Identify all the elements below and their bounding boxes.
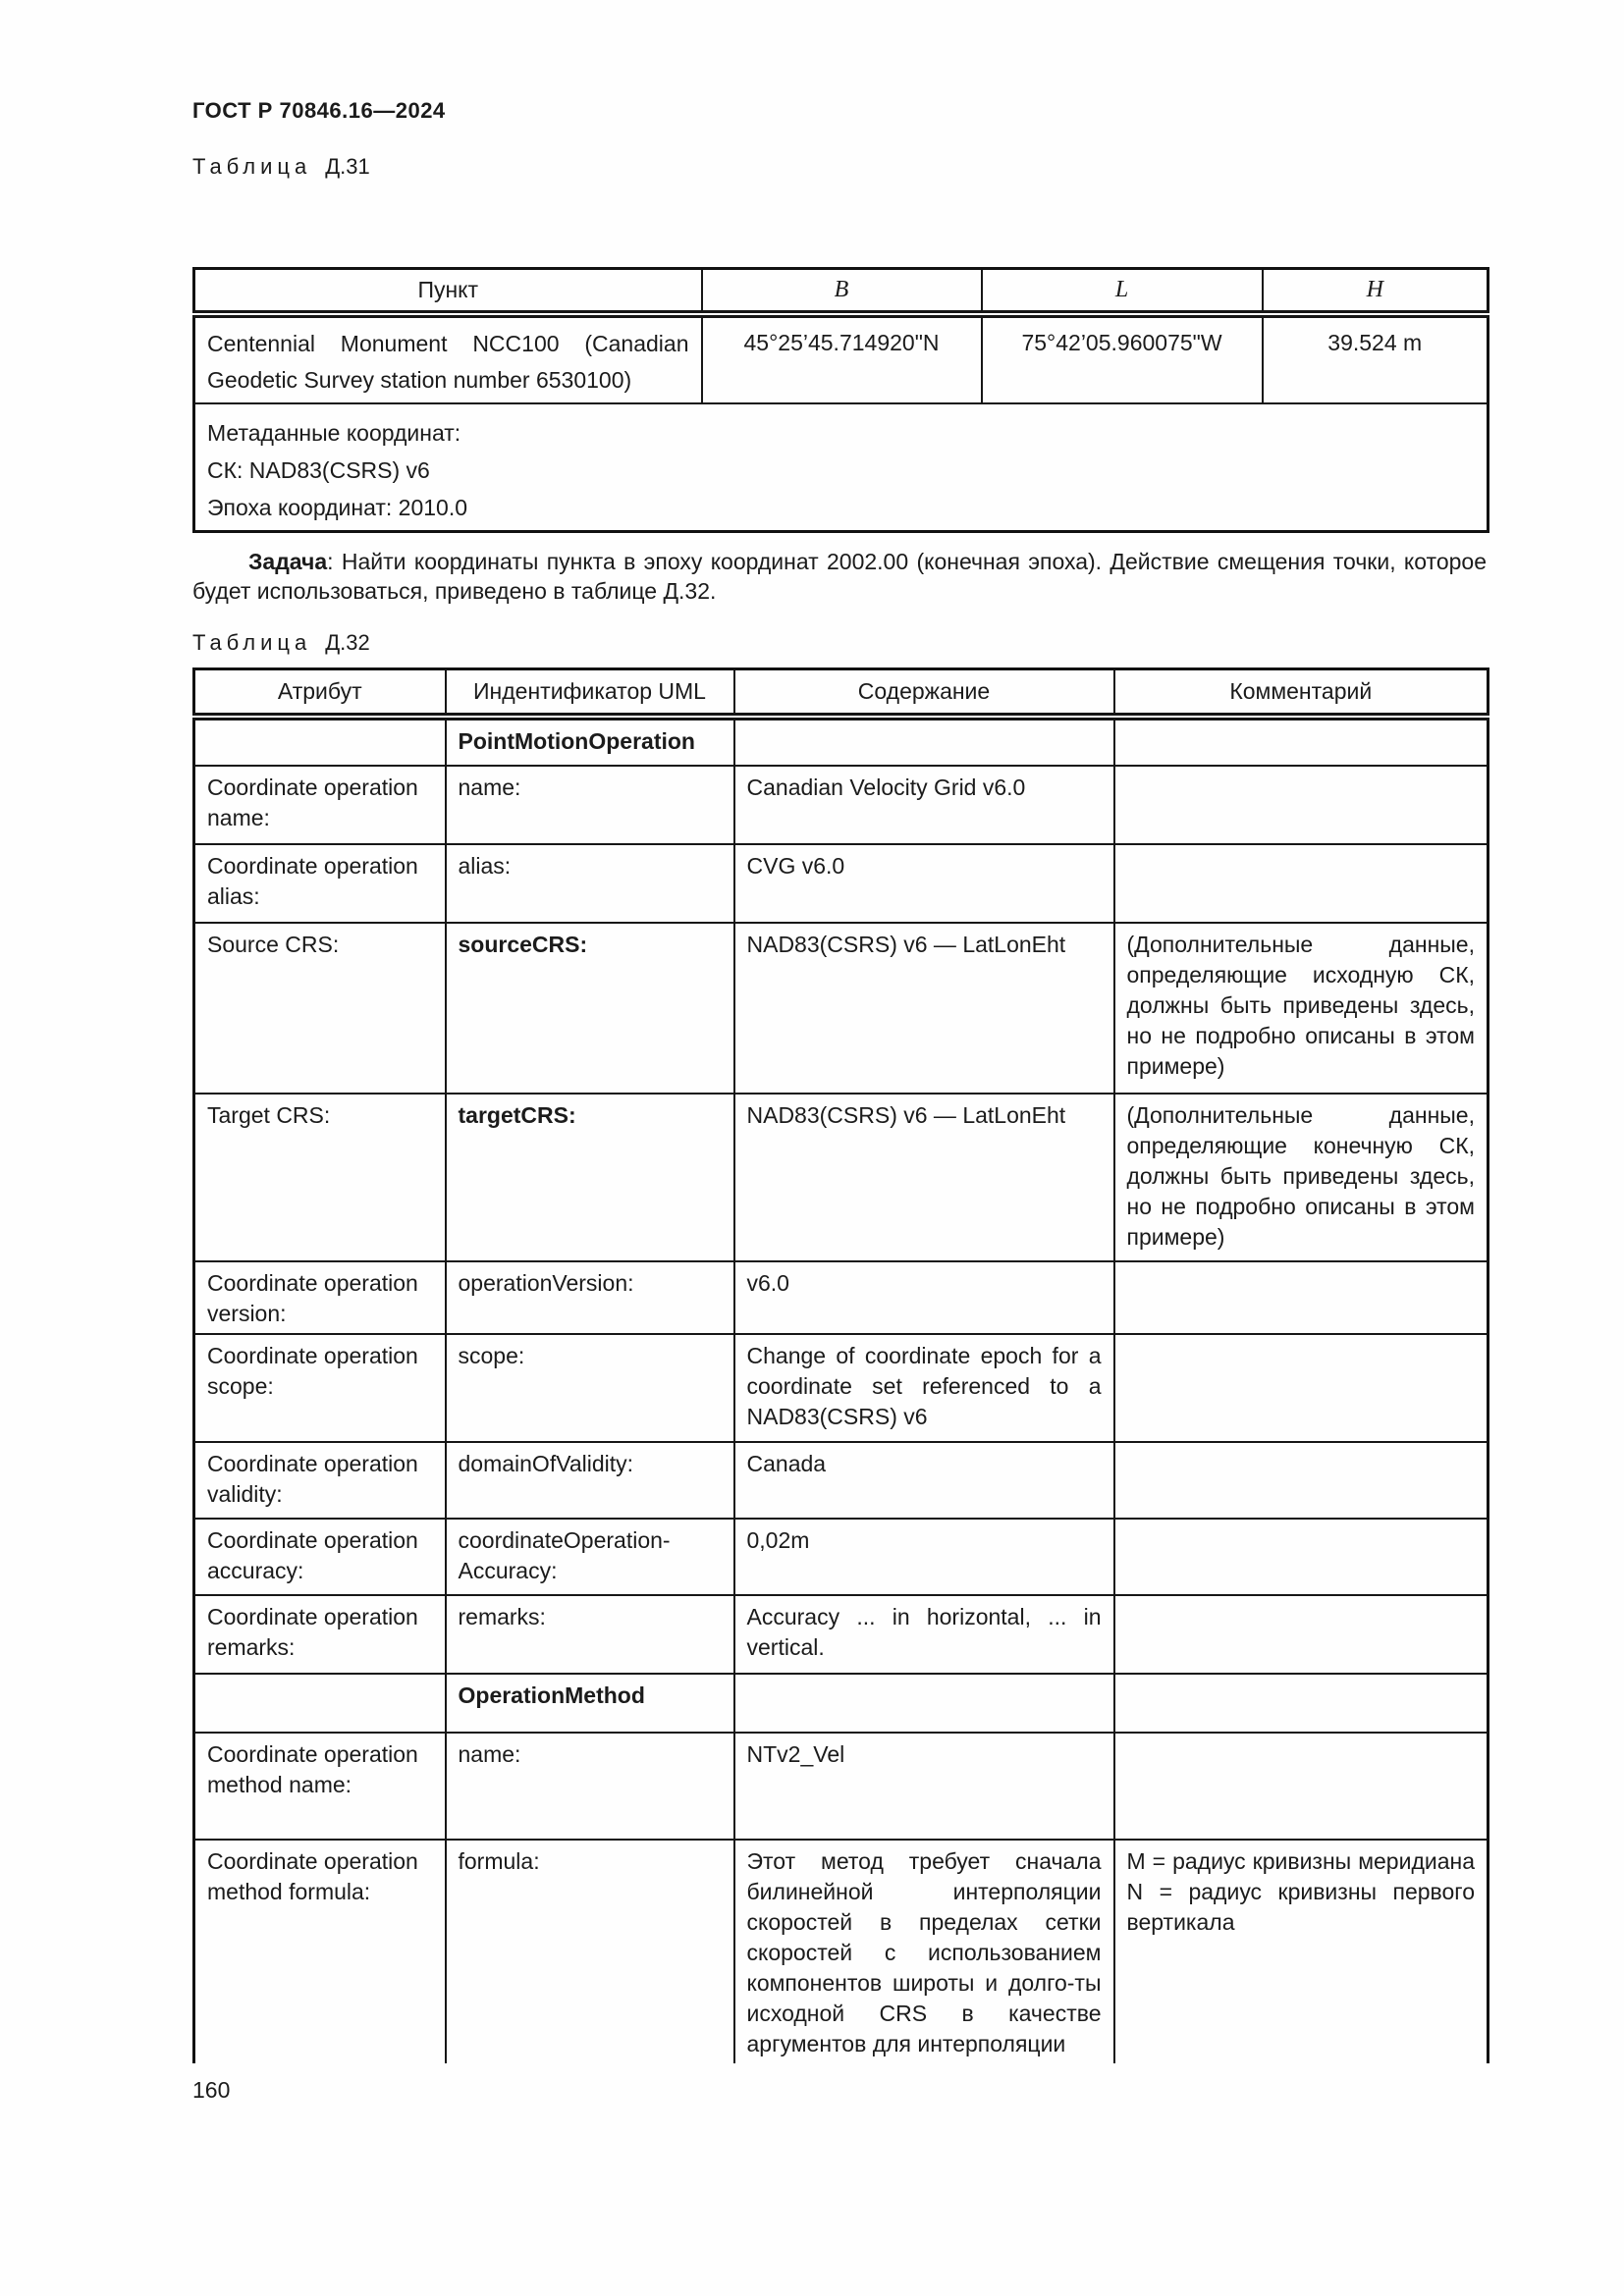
table-row <box>194 1519 1489 1595</box>
column-header-uml-id: Индентификатор UML <box>446 669 734 717</box>
table-cell <box>1114 1261 1489 1334</box>
table-cell <box>734 1674 1114 1733</box>
table-cell: name: <box>446 1733 734 1840</box>
table-cell: Coordinate operation accuracy: <box>194 1519 446 1595</box>
table-cell: Change of coordinate epoch for a coordinate set referenced to a NAD83(CSRS) v6 <box>734 1334 1114 1442</box>
coordinates-table <box>192 267 1489 533</box>
table-cell: 0,02m <box>734 1519 1114 1595</box>
metadata-line: Метаданные координат: <box>207 419 461 446</box>
table-cell <box>194 717 446 766</box>
table32-caption-word: Таблица <box>192 630 312 655</box>
table-cell: Coordinate operation method formula: <box>194 1840 446 2063</box>
table-cell <box>1114 1519 1489 1595</box>
table-row <box>194 1334 1489 1442</box>
table-cell: NTv2_Vel <box>734 1733 1114 1840</box>
column-header-h: H <box>1263 269 1489 314</box>
table-cell: scope: <box>446 1334 734 1442</box>
table-row <box>194 717 1489 766</box>
table-cell: Coordinate operation method name: <box>194 1733 446 1840</box>
column-header-b: B <box>702 269 982 314</box>
table-cell <box>1114 1334 1489 1442</box>
table-cell: v6.0 <box>734 1261 1114 1334</box>
table-row <box>194 1442 1489 1519</box>
attributes-table <box>192 667 1489 2063</box>
table-row <box>194 314 1489 403</box>
table-cell: Source CRS: <box>194 923 446 1094</box>
table-cell: OperationMethod <box>446 1674 734 1733</box>
table-cell <box>1114 844 1489 923</box>
column-header-attribute: Атрибут <box>194 669 446 717</box>
table-row <box>194 403 1489 532</box>
height-cell: 39.524 m <box>1263 314 1489 403</box>
table-cell: domainOfValidity: <box>446 1442 734 1519</box>
table-row <box>194 1674 1489 1733</box>
table-cell: CVG v6.0 <box>734 844 1114 923</box>
point-name-cell: Centennial Monument NCC100 (Canadian Geodetic Survey station number 6530100) <box>194 314 702 403</box>
column-header-content: Содержание <box>734 669 1114 717</box>
task-lead: Задача <box>248 549 328 574</box>
table-cell: alias: <box>446 844 734 923</box>
table-cell: Canadian Velocity Grid v6.0 <box>734 766 1114 844</box>
table32-caption <box>192 630 370 656</box>
table-cell: Coordinate operation validity: <box>194 1442 446 1519</box>
table-row <box>194 844 1489 923</box>
table-cell: (Дополнительные данные, определяющие исходную СК, должны быть приведены здесь, но не подробно описаны в этом примере) <box>1114 923 1489 1094</box>
table-cell <box>1114 1595 1489 1674</box>
table-cell: coordinateOperation-Accuracy: <box>446 1519 734 1595</box>
latitude-cell: 45°25’45.714920"N <box>702 314 982 403</box>
task-text: : Найти координаты пункта в эпоху координат 2002.00 (конечная эпоха). Действие смещения точки, которое будет использоваться, приведено в таблице Д.32. <box>192 549 1487 604</box>
table-cell: Coordinate operation alias: <box>194 844 446 923</box>
metadata-line: СК: NAD83(CSRS) v6 <box>207 456 430 483</box>
table-cell: remarks: <box>446 1595 734 1674</box>
table-cell: sourceCRS: <box>446 923 734 1094</box>
table-cell: PointMotionOperation <box>446 717 734 766</box>
longitude-cell: 75°42’05.960075"W <box>982 314 1263 403</box>
table-cell: operationVersion: <box>446 1261 734 1334</box>
table-cell <box>1114 717 1489 766</box>
column-header-comment: Комментарий <box>1114 669 1489 717</box>
table-cell: formula: <box>446 1840 734 2063</box>
table-row <box>194 1595 1489 1674</box>
table-cell: NAD83(CSRS) v6 — LatLonEht <box>734 1094 1114 1261</box>
table-cell: NAD83(CSRS) v6 — LatLonEht <box>734 923 1114 1094</box>
table-cell <box>194 1674 446 1733</box>
column-header-l: L <box>982 269 1263 314</box>
table-cell: Accuracy ... in horizontal, ... in vertical. <box>734 1595 1114 1674</box>
table-cell <box>734 717 1114 766</box>
table-header-row <box>194 269 1489 314</box>
table-cell: targetCRS: <box>446 1094 734 1261</box>
table31-caption-word: Таблица <box>192 154 312 179</box>
table-row <box>194 1261 1489 1334</box>
metadata-cell <box>194 403 1489 532</box>
doc-header: ГОСТ Р 70846.16—2024 <box>192 98 446 123</box>
table-row <box>194 1840 1489 2063</box>
table-cell: Coordinate operation remarks: <box>194 1595 446 1674</box>
table-cell: (Дополнительные данные, определяющие конечную СК, должны быть приведены здесь, но не подробно описаны в этом примере) <box>1114 1094 1489 1261</box>
metadata-line: Эпоха координат: 2010.0 <box>207 494 468 520</box>
table-cell: Target CRS: <box>194 1094 446 1261</box>
table-header-row <box>194 669 1489 717</box>
column-header-point: Пункт <box>194 269 702 314</box>
table-cell: M = радиус кривизны меридиана N = радиус кривизны первого вертикала <box>1114 1840 1489 2063</box>
table-cell: name: <box>446 766 734 844</box>
table-cell <box>1114 1733 1489 1840</box>
table-cell <box>1114 766 1489 844</box>
table-cell <box>1114 1442 1489 1519</box>
task-paragraph <box>192 547 1487 606</box>
table31-caption-number: Д.31 <box>325 154 370 179</box>
table-row <box>194 923 1489 1094</box>
table-cell: Canada <box>734 1442 1114 1519</box>
table-row <box>194 1094 1489 1261</box>
page-number: 160 <box>192 2077 231 2103</box>
table-row <box>194 766 1489 844</box>
table-cell: Этот метод требует сначала билинейной интерполяции скоростей в пределах сетки скоростей с использованием компонентов широты и долго-ты исходной CRS в качестве аргументов для интерполяции <box>734 1840 1114 2063</box>
table-cell <box>1114 1674 1489 1733</box>
table31-caption <box>192 154 370 180</box>
table-cell: Coordinate operation name: <box>194 766 446 844</box>
table-cell: Coordinate operation scope: <box>194 1334 446 1442</box>
table-cell: Coordinate operation version: <box>194 1261 446 1334</box>
table32-caption-number: Д.32 <box>325 630 370 655</box>
table-row <box>194 1733 1489 1840</box>
